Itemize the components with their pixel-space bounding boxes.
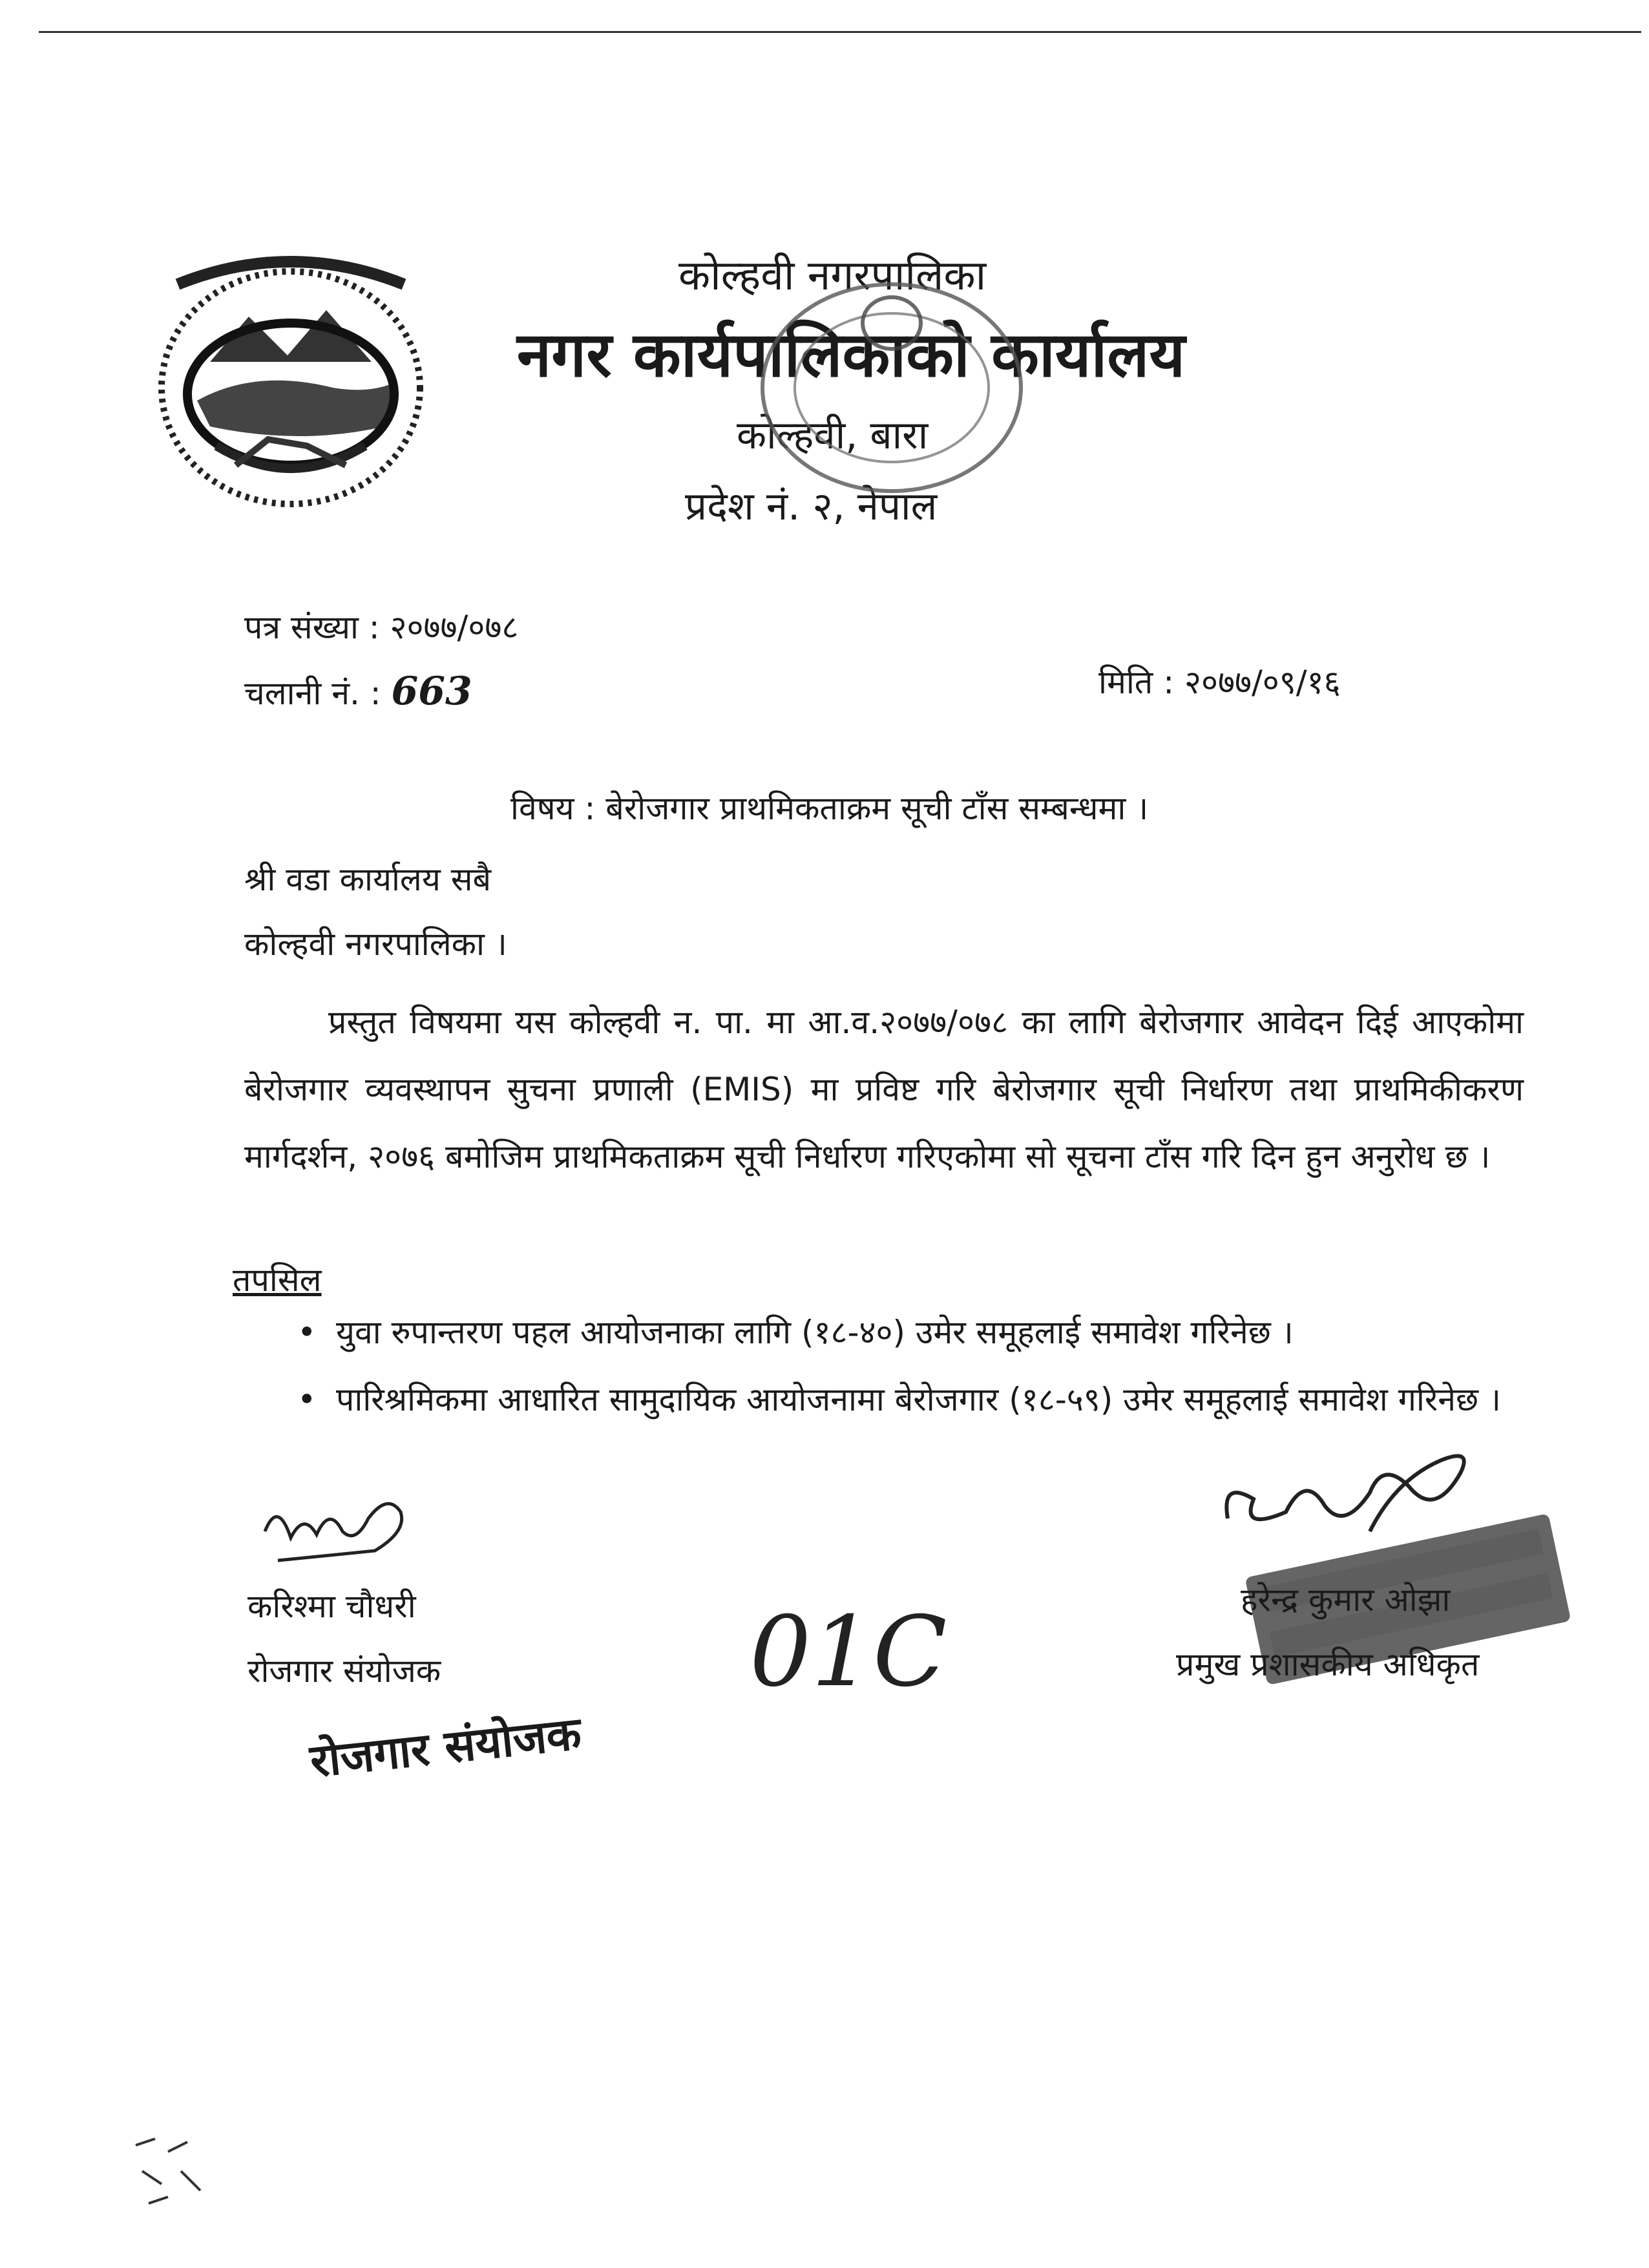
handwritten-mark: 01C [750,1596,947,1708]
letter-number-label: पत्र संख्या : [244,609,380,646]
office-seal-icon [743,265,1040,510]
bullet-icon: • [297,1381,317,1418]
left-signatory-name: करिश्मा चौधरी [247,1588,416,1625]
left-signatory-stamp: रोजगार संयोजक [307,1706,584,1788]
list-item [297,1366,1525,1433]
dispatch-number-value: 663 [391,669,472,714]
date-value: २०७७/०९/१६ [1184,664,1341,701]
details-heading: तपसिल [233,1261,322,1299]
right-signatory-name: हरेन्द्र कुमार ओझा [1241,1581,1451,1619]
bullet-icon: • [297,1314,317,1351]
dispatch-number-label: चलानी नं. : [244,675,381,712]
subject-line: विषय : बेरोजगार प्राथमिकताक्रम सूची टाँस सम्बन्धमा । [510,790,1149,827]
list-item-text: युवा रुपान्तरण पहल आयोजनाका लागि (१८-४०) उमेर समूहलाई समावेश गरिनेछ । [336,1314,1294,1351]
office-province: प्रदेश नं. २, नेपाल [685,484,938,529]
letter-number-value: २०७७/०७८ [390,609,519,646]
municipality-name: कोल्हवी नगरपालिका [678,252,987,300]
office-place: कोल्हवी, बारा [737,413,929,458]
recipient-line-1: श्री वडा कार्यालय सबै [244,861,492,898]
office-name: नगर कार्यपालिकाको कार्यालय [517,319,1186,391]
date-label: मिति : [1098,664,1175,701]
letter-number [244,604,518,648]
letter-date [1098,659,1341,703]
right-signatory-title: प्रमुख प्रशासकीय अधिकृत [1176,1646,1480,1683]
dispatch-number [244,669,472,714]
left-signature-icon [258,1486,420,1577]
top-rule [39,31,1641,33]
list-item [297,1299,1525,1366]
details-list [297,1299,1525,1433]
body-paragraph: प्रस्तुत विषयमा यस कोल्हवी न. पा. मा आ.व.२०७७/०७८ का लागि बेरोजगार आवेदन दिई आएकोमा बेरोजगार व्यवस्थापन सुचना प्रणाली (EMIS) मा प्रविष्ट गरि बेरोजगार सूची निर्धारण तथा प्राथमिकीकरण मार्गदर्शन, २०७६ बमोजिम प्राथमिकताक्रम सूची निर्धारण गरिएकोमा सो सूचना टाँस गरि दिन हुन अनुरोध छ । [244,1003,1524,1175]
scan-marks [129,2132,271,2229]
nepal-emblem-icon [139,233,443,517]
recipient-line-2: कोल्हवी नगरपालिका । [244,925,507,963]
left-signatory-title: रोजगार संयोजक [247,1652,441,1690]
list-item-text: पारिश्रमिकमा आधारित सामुदायिक आयोजनामा बेरोजगार (१८-५९) उमेर समूहलाई समावेश गरिनेछ । [336,1381,1501,1418]
